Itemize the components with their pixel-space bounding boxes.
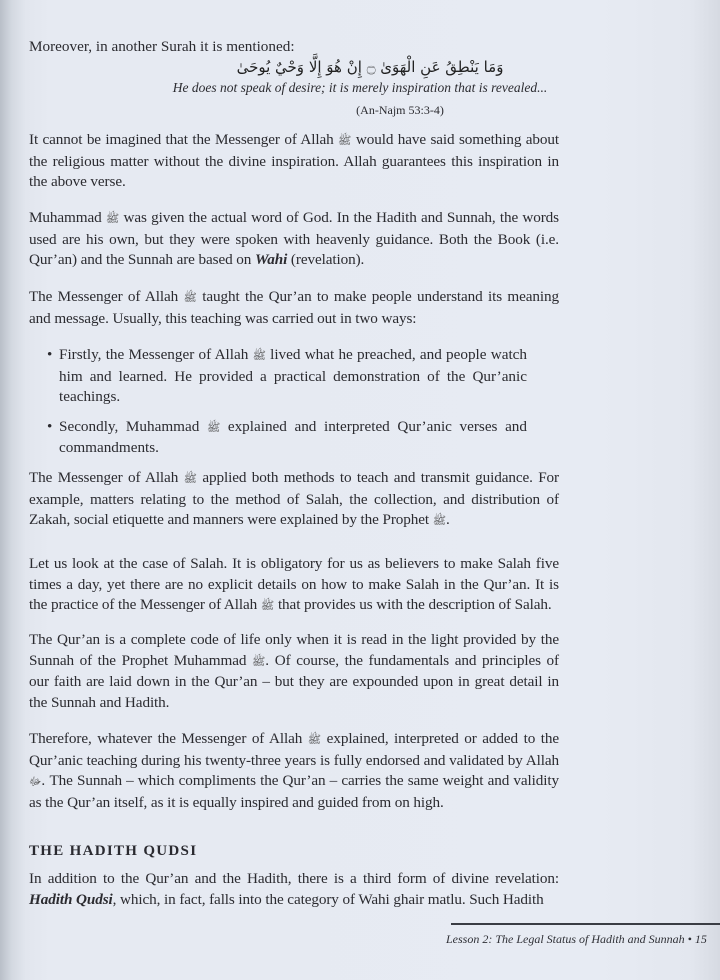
paragraph-3 — [29, 287, 559, 329]
text: lived what he preached, and people watch him and learned. He provided a practical demonstration of the Qur’anic teachings. — [59, 346, 527, 406]
text: . — [446, 511, 450, 529]
honorific-icon: ﷺ — [105, 212, 120, 225]
term-hadith-qudsi: Hadith Qudsi — [29, 890, 113, 908]
text: Therefore, whatever the Messenger of Allah — [29, 730, 308, 747]
text: that provides us with the description of Salah. — [274, 596, 552, 614]
honorific-icon: ﷺ — [251, 654, 266, 668]
bullet-item-2 — [47, 417, 527, 459]
text: (revelation). — [287, 251, 365, 269]
paragraph-5 — [29, 554, 559, 617]
text: explained, interpreted or added to the Qur’anic teaching during his twenty-three years is fully endorsed and validated by Allah — [29, 730, 559, 769]
honorific-icon: ﷺ — [260, 599, 275, 613]
paragraph-8 — [29, 869, 559, 910]
bullet-list — [47, 345, 527, 459]
verse-reference: (An-Najm 53:3-4) — [356, 103, 444, 117]
paragraph-4 — [29, 468, 559, 532]
text: Secondly, Muhammad — [59, 417, 207, 435]
text: . Of course, the fundamentals and principles of our faith are laid down in the Qur’an – but they are expounded upon in great detail in the Sunnah and Hadith. — [29, 651, 559, 711]
text: , which, in fact, falls into the category of Wahi ghair matlu. Such Hadith — [112, 890, 544, 908]
text: The Messenger of Allah — [29, 469, 184, 486]
text: was given the actual word of God. In the Hadith and Sunnah, the words used are his own, but they were spoken with heavenly guidance. Both the Book (i.e. Qur’an) and the Sunnah are based on — [29, 209, 559, 269]
paragraph-7 — [29, 729, 559, 813]
paragraph-1 — [29, 130, 559, 193]
text: explained and interpreted Qur’anic verses and commandments. — [59, 417, 527, 457]
text: Muhammad — [29, 209, 106, 226]
honorific-icon: ﷺ — [307, 733, 322, 746]
honorific-icon: ﷺ — [206, 420, 221, 434]
bullet-icon: • — [47, 417, 53, 435]
term-wahi: Wahi — [254, 251, 288, 269]
text: Let us look at the case of Salah. It is obligatory for us as believers to make Salah five times a day, yet there are no explicit details on how to make Salah in the Qur’an. It is the practice of the Messenger of Allah — [29, 555, 559, 614]
text: The Qur’an is a complete code of life only when it is read in the light provided by the Sunnah of the Prophet Muhammad — [29, 631, 559, 669]
text: It cannot be imagined that the Messenger of Allah — [29, 131, 339, 148]
section-heading: THE HADITH QUDSI — [29, 843, 198, 859]
running-footer: Lesson 2: The Legal Status of Hadith and Sunnah • 15 — [446, 932, 707, 946]
text: applied both methods to teach and transmit guidance. For example, matters relating to the method of Salah, the collection, and distribution of Zakah, social etiquette and manners were explained by the Prophet — [29, 469, 559, 529]
honorific-icon: ﷺ — [183, 472, 197, 485]
text: . The Sunnah – which compliments the Qur’an – carries the same weight and validity as the Qur’an itself, as it is equally inspired and guided from on high. — [29, 772, 559, 811]
honorific-icon: ﷺ — [183, 291, 197, 304]
arabic-verse: وَمَا يَنْطِقُ عَنِ الْهَوَىٰ ۝ إِنْ هُوَ إِلَّا وَحْيٌ يُوحَىٰ — [236, 58, 504, 76]
text: The Messenger of Allah — [29, 288, 184, 305]
honorific-icon: ﷺ — [432, 514, 447, 528]
bullet-item-1 — [47, 345, 527, 408]
text: In addition to the Qur’an and the Hadith, there is a third form of divine revelation: — [29, 870, 559, 887]
bullet-icon: • — [47, 346, 53, 363]
honorific-icon: ﷺ — [252, 349, 266, 362]
text: taught the Qur’an to make people understand its meaning and message. Usually, this teaching was carried out in two ways: — [29, 288, 559, 327]
verse-translation: He does not speak of desire; it is merely inspiration that is revealed... — [172, 80, 548, 95]
honorific-icon: ﷺ — [338, 134, 352, 147]
intro-line: Moreover, in another Surah it is mentioned: — [29, 38, 295, 55]
paragraph-6 — [29, 630, 559, 713]
text: Firstly, the Messenger of Allah — [59, 346, 253, 363]
text: would have said something about the religious matter without the divine inspiration. Allah guarantees this inspiration in the above verse. — [29, 131, 559, 191]
footer-divider — [451, 923, 720, 925]
paragraph-2 — [29, 208, 559, 271]
allah-honorific-icon: ﷻ — [29, 775, 42, 789]
